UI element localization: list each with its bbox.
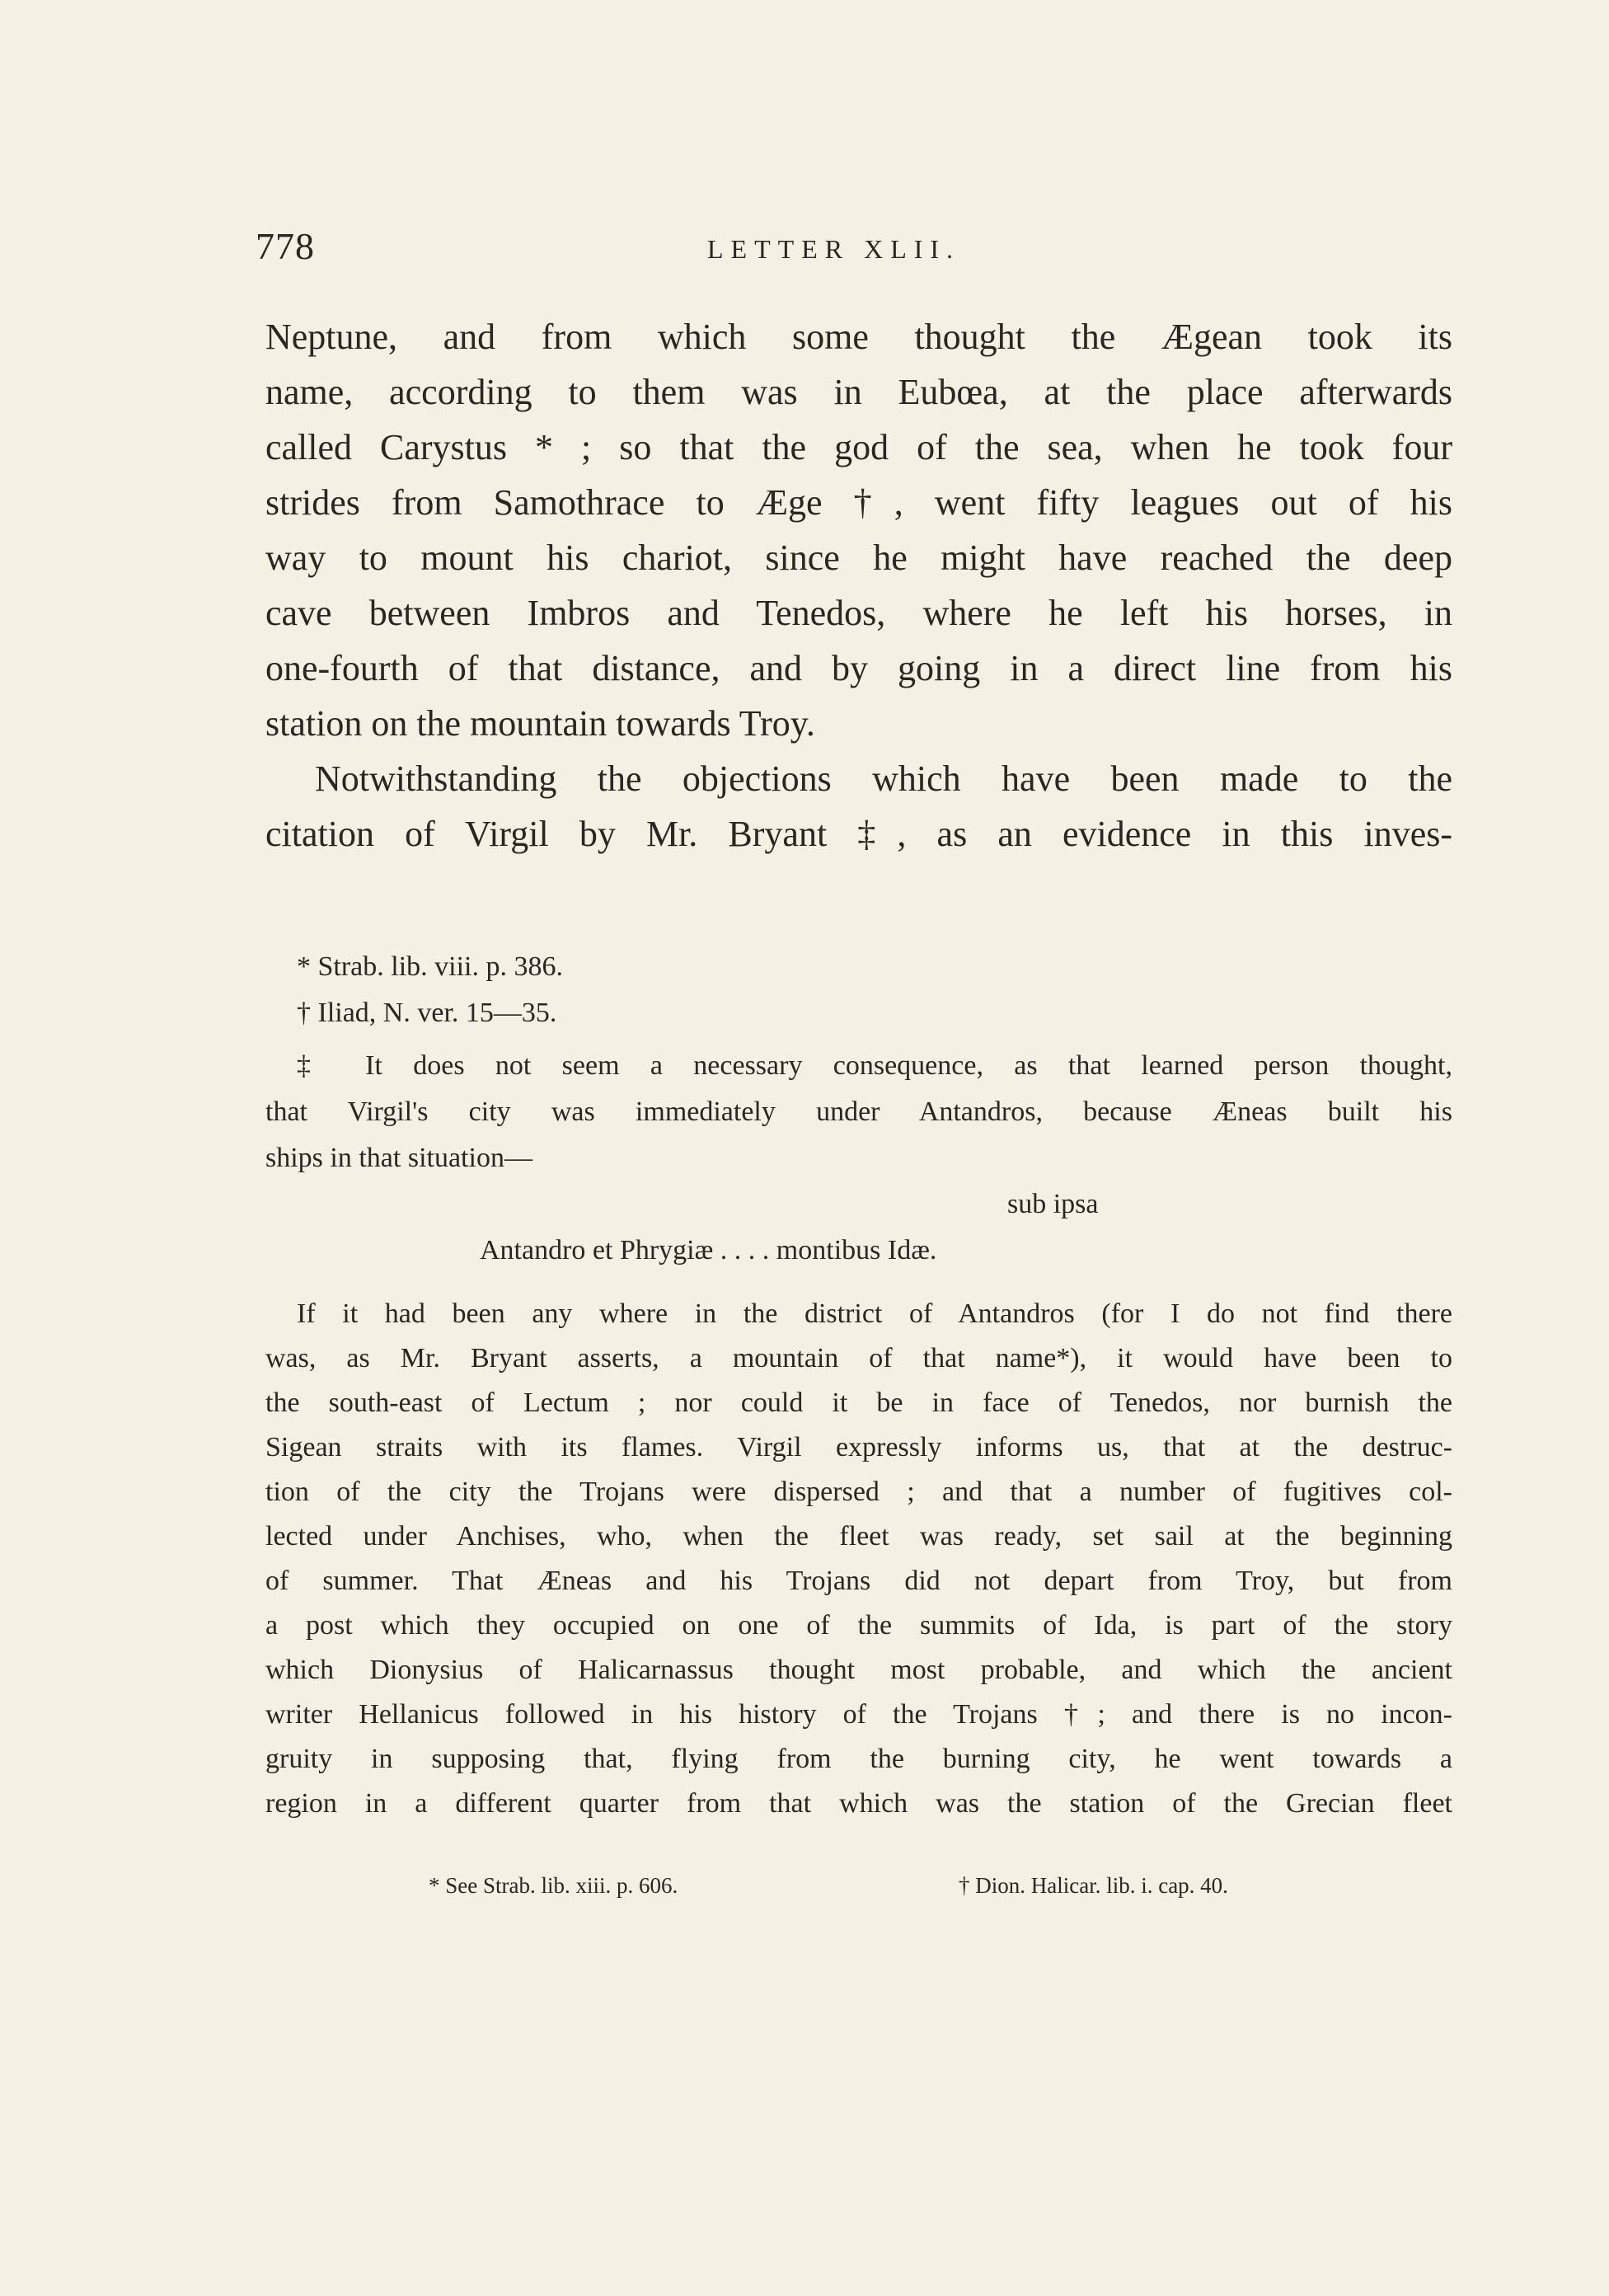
verse-quote (265, 1181, 1452, 1274)
sub-footnotes (0, 1873, 1609, 1906)
main-text-line: name, according to them was in Eubœa, at the place afterwards (265, 372, 1452, 412)
main-text-line: Neptune, and from which some thought the Ægean took its (265, 317, 1452, 357)
footnote-line: ‡ It does not seem a necessary consequence, as that learned person thought, (297, 1050, 1452, 1081)
footnote-3 (265, 1043, 1452, 1181)
footnote-line: ships in that situation— (265, 1143, 532, 1173)
running-head: LETTER XLII. (707, 234, 961, 264)
main-text-line: station on the mountain towards Troy. (265, 703, 815, 744)
footnote-line: If it had been any where in the district of Antandros (for I do not find there (297, 1298, 1452, 1329)
quote-line: sub ipsa (1007, 1189, 1099, 1219)
main-text-line: one-fourth of that distance, and by going in a direct line from his (265, 648, 1452, 688)
main-text-line: called Carystus * ; so that the god of the sea, when he took four (265, 427, 1452, 467)
footnote-line: a post which they occupied on one of the summits of Ida, is part of the story (265, 1610, 1452, 1641)
main-text-line: citation of Virgil by Mr. Bryant ‡, as an evidence in this inves- (265, 814, 1452, 854)
footnote-3-continued (265, 1292, 1452, 1826)
main-text-line: strides from Samothrace to Æge †, went fifty leagues out of his (265, 482, 1452, 523)
footnote-line: which Dionysius of Halicarnassus thought most probable, and which the ancient (265, 1655, 1452, 1685)
footnote-line: lected under Anchises, who, when the fleet was ready, set sail at the beginning (265, 1521, 1452, 1552)
main-text-line: way to mount his chariot, since he might have reached the deep (265, 538, 1452, 578)
footnote-2: † Iliad, N. ver. 15—35. (297, 998, 557, 1028)
footnote-line: of summer. That Æneas and his Trojans did not depart from Troy, but from (265, 1566, 1452, 1596)
footnote-line: writer Hellanicus followed in his history of the Trojans †; and there is no incon- (265, 1699, 1452, 1730)
footnote-line: that Virgil's city was immediately under Antandros, because Æneas built his (265, 1096, 1452, 1127)
quote-line: Antandro et Phrygiæ . . . . montibus Idæ. (480, 1235, 937, 1265)
footnote-line: Sigean straits with its flames. Virgil expressly informs us, that at the destruc- (265, 1432, 1452, 1463)
page-header (256, 224, 1451, 274)
footnote-line: the south-east of Lectum ; nor could it be in face of Tenedos, nor burnish the (265, 1387, 1452, 1418)
sub-footnote-left: * See Strab. lib. xiii. p. 606. (429, 1873, 678, 1898)
main-text-line: Notwithstanding the objections which have been made to the (315, 758, 1452, 799)
main-text-line: cave between Imbros and Tenedos, where he left his horses, in (265, 593, 1452, 633)
footnote-line: tion of the city the Trojans were dispersed ; and that a number of fugitives col- (265, 1477, 1452, 1507)
footnote-line: region in a different quarter from that which was the station of the Grecian fleet (265, 1788, 1452, 1819)
sub-footnote-right: † Dion. Halicar. lib. i. cap. 40. (959, 1873, 1228, 1898)
footnote-line: was, as Mr. Bryant asserts, a mountain of that name*), it would have been to (265, 1343, 1452, 1373)
footnote-1: * Strab. lib. viii. p. 386. (297, 951, 563, 982)
footnote-line: gruity in supposing that, flying from the burning city, he went towards a (265, 1744, 1452, 1774)
page-number: 778 (256, 225, 315, 267)
main-text (265, 309, 1452, 862)
footnotes (265, 944, 1452, 1826)
